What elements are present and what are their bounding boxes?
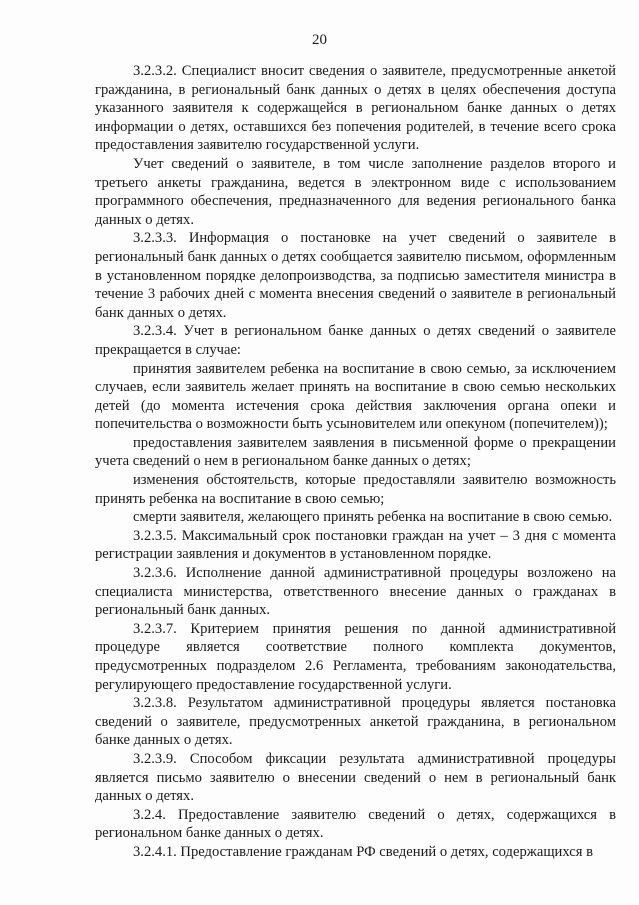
paragraph-3-2-4: 3.2.4. Предоставление заявителю сведений о детях, содержащихся в региональном банке данных о детях.	[95, 806, 616, 842]
paragraph-3-2-3-9: 3.2.3.9. Способом фиксации результата административной процедуры является письмо заявителю о внесении сведений о нем в региональный банк данных о детях.	[95, 750, 616, 805]
paragraph-3-2-3-7: 3.2.3.7. Критерием принятия решения по данной административной процедуре является соответствие полного комплекта документов, предусмотренных подразделом 2.6 Регламента, требованиям законодательства, регулирующего предоставление государственной услуги.	[95, 620, 616, 693]
document-body	[95, 62, 616, 862]
paragraph-3-2-3-3: 3.2.3.3. Информация о постановке на учет сведений о заявителе в региональный банк данных о детях сообщается заявителю письмом, оформленным в установленном порядке делопроизводства, за подписью заместителя министра в течение 3 рабочих дней с момента внесения сведений о заявителе в региональный банк данных о детях.	[95, 230, 616, 321]
paragraph-3-2-3-6: 3.2.3.6. Исполнение данной административной процедуры возложено на специалиста министерства, ответственного внесение данных о гражданах в региональный банк данных.	[95, 565, 616, 619]
paragraph-3-2-4-1: 3.2.4.1. Предоставление гражданам РФ сведений о детях, содержащихся в	[133, 843, 593, 860]
paragraph-3-2-3-4: 3.2.3.4. Учет в региональном банке данных о детях сведений о заявителе прекращается в случае:	[95, 323, 616, 358]
paragraph-3-2-3-5: 3.2.3.5. Максимальный срок постановки граждан на учет – 3 дня с момента регистрации заявления и документов в установленном порядке.	[95, 527, 616, 563]
paragraph-accounting: Учет сведений о заявителе, в том числе заполнение разделов второго и третьего анкеты гражданина, ведется в электронном виде с использованием программного обеспечения, предназначенного для ведения регионального банка данных о детях.	[95, 155, 616, 228]
paragraph-3-2-3-2: 3.2.3.2. Специалист вносит сведения о заявителе, предусмотренные анкетой гражданина, в региональный банк данных о детях в целях обеспечения доступа указанного заявителя к содержащейся в региональном банке данных о детях информации о детях, оставшихся без попечения родителей, в течение всего срока предоставления заявителю государственной услуги.	[95, 63, 616, 154]
paragraph-3-2-3-8: 3.2.3.8. Результатом административной процедуры является постановка сведений о заявителе, предусмотренных анкетой гражданина, в региональном банке данных о детях.	[95, 695, 616, 749]
list-item-death: смерти заявителя, желающего принять ребенка на воспитание в свою семью.	[133, 509, 613, 526]
list-item-circumstances: изменения обстоятельств, которые предоставляли заявителю возможность принять ребенка на воспитание в свою семью;	[95, 472, 616, 507]
list-item-application: предоставления заявителем заявления в письменной форме о прекращении учета сведений о нем в региональном банке данных о детях;	[95, 434, 616, 470]
page-number: 20	[312, 32, 327, 48]
list-item-adoption: принятия заявителем ребенка на воспитание в свою семью, за исключением случаев, если заявитель желает принять на воспитание в свою семью нескольких детей (до момента истечения срока действия заключения органа опеки и попечительства о возможности быть усыновителем или опекуном (попечителем));	[95, 360, 616, 433]
